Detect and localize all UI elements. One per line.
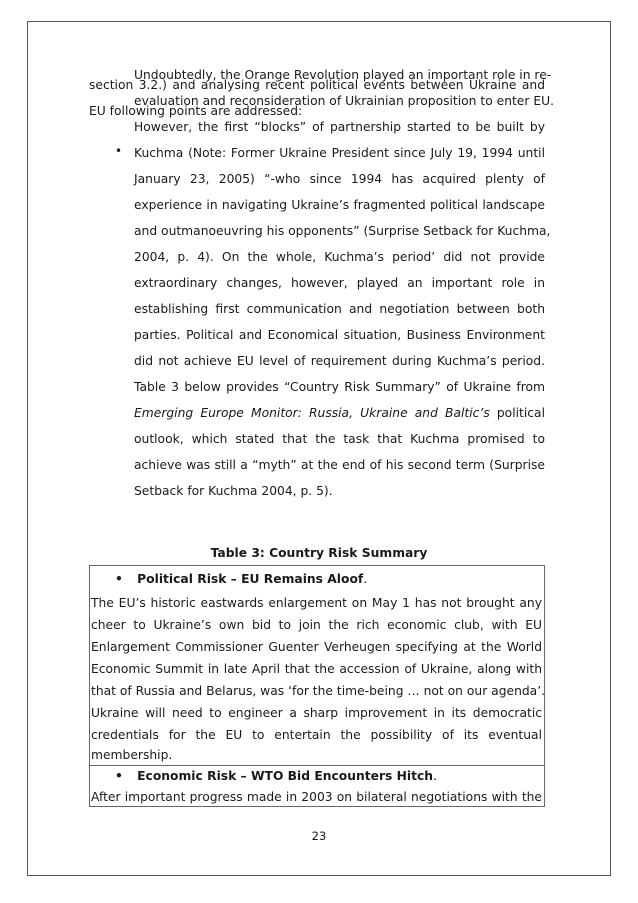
bullet-line: outlook, which stated that the task that Kuchma promised to — [134, 432, 545, 446]
bullet-line: 2004, p. 4). On the whole, Kuchma’s period’ did not provide — [134, 250, 545, 264]
bullet-line: parties. Political and Economical situation, Business Environment — [134, 328, 545, 342]
table-line: cheer to Ukraine’s own bid to join the rich economic club, with EU — [91, 618, 542, 632]
economic-risk-heading: Economic Risk – WTO Bid Encounters Hitch — [137, 769, 434, 783]
table-line: The EU’s historic eastwards enlargement on May 1 has not brought any — [91, 596, 542, 610]
bullet-line: evaluation and reconsideration of Ukrainian proposition to enter EU. — [134, 94, 555, 108]
bullet-line: did not achieve EU level of requirement during Kuchma’s period. — [134, 354, 545, 368]
bullet-marker: • — [115, 572, 123, 586]
table-line: Economic Summit in late April that the accession of Ukraine, along with — [91, 662, 542, 676]
source-title: Emerging Europe Monitor: Russia, Ukraine and Baltic’s — [134, 406, 490, 420]
table-section-heading — [115, 568, 367, 590]
table-line: Ukraine will need to engineer a sharp improvement in its democratic — [91, 706, 542, 720]
bullet-line: Setback for Kuchma 2004, p. 5). — [134, 484, 333, 498]
heading-tail: . — [433, 769, 437, 783]
bullet-line: Kuchma (Note: Former Ukraine President since July 19, 1994 until — [134, 146, 545, 160]
bullet-line: establishing first communication and negotiation between both — [134, 302, 545, 316]
bullet-line-mixed — [134, 400, 545, 426]
table-line: that of Russia and Belarus, was ‘for the time-being … not on our agenda’. — [91, 684, 546, 698]
table-section-heading — [115, 765, 437, 787]
bullet-line: Undoubtedly, the Orange Revolution played an important role in re- — [134, 68, 552, 82]
bullet-marker: • — [115, 769, 123, 783]
table-line: membership. — [91, 748, 173, 762]
bullet-line: Table 3 below provides “Country Risk Summary” of Ukraine from — [134, 380, 545, 394]
intro-line: EU following points are addressed: — [89, 104, 303, 118]
bullet-line: and outmanoeuvring his opponents” (Surprise Setback for Kuchma, — [134, 224, 551, 238]
bullet-line: January 23, 2005) “-who since 1994 has acquired plenty of — [134, 172, 545, 186]
bullet-marker: • — [115, 144, 123, 158]
bullet-line: experience in navigating Ukraine’s fragmented political landscape — [134, 198, 545, 212]
source-title-tail: political — [489, 406, 545, 420]
table-line: credentials for the EU to entertain the possibility of its eventual — [91, 728, 542, 742]
table-caption: Table 3: Country Risk Summary — [210, 546, 428, 560]
political-risk-heading: Political Risk – EU Remains Aloof — [137, 572, 364, 586]
intro-line: section 3.2.) and analysing recent political events between Ukraine and — [89, 78, 545, 92]
bullet-line: achieve was still a “myth” at the end of his second term (Surprise — [134, 458, 545, 472]
table-line: After important progress made in 2003 on bilateral negotiations with the — [91, 790, 542, 804]
bullet-line: extraordinary changes, however, played an important role in — [134, 276, 545, 290]
table-line: Enlargement Commissioner Guenter Verheugen specifying at the World — [91, 640, 542, 654]
page-number: 23 — [311, 829, 327, 843]
bullet-line: However, the first “blocks” of partnership started to be built by — [134, 120, 545, 134]
heading-tail: . — [363, 572, 368, 586]
